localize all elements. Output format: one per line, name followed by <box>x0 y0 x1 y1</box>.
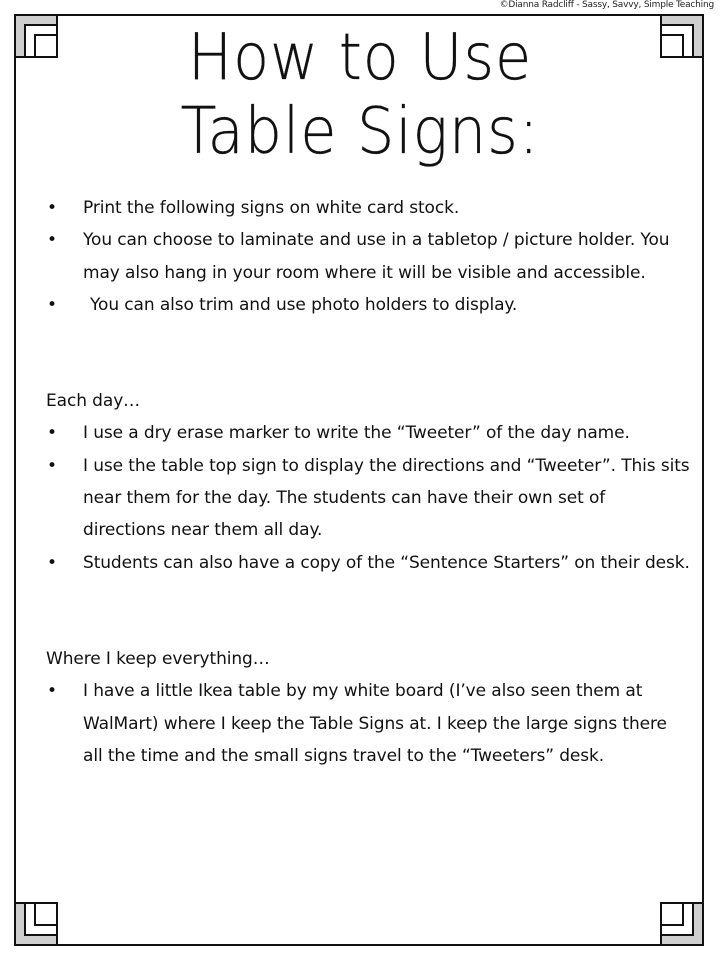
list-item-text: You can also trim and use photo holders to display. <box>90 294 518 315</box>
page-title-line-2: Table Signs: <box>180 95 540 169</box>
list-item-text: I use the table top sign to display the directions and “Tweeter”. This sits near them for the day. The students can have their own set of directions near them all day. <box>83 455 690 541</box>
list-item <box>46 450 691 547</box>
section-3-heading: Where I keep everything… <box>46 648 270 669</box>
list-item <box>46 417 691 449</box>
list-item-text: Students can also have a copy of the “Sentence Starters” on their desk. <box>83 552 690 573</box>
bullet-icon: • <box>47 681 57 702</box>
corner-ornament-bottom-right <box>660 902 704 946</box>
bullet-icon: • <box>47 230 57 251</box>
bullet-icon: • <box>47 552 57 573</box>
list-item <box>46 675 691 772</box>
section-3-list <box>46 675 691 772</box>
corner-ornament-bottom-left <box>14 902 58 946</box>
list-item <box>46 224 691 289</box>
bullet-icon: • <box>47 455 57 476</box>
section-2-heading: Each day… <box>46 391 141 412</box>
page-content <box>46 192 691 772</box>
bullet-icon: • <box>47 423 57 444</box>
list-item-text: I use a dry erase marker to write the “Tweeter” of the day name. <box>83 423 630 444</box>
list-item-text: I have a little Ikea table by my white board (I’ve also seen them at WalMart) where I keep the Table Signs at. I keep the large signs there all the time and the small signs travel to the “Tweeters” desk. <box>83 681 667 766</box>
bullet-icon: • <box>47 198 57 218</box>
copyright-notice: ©Dianna Radcliff - Sassy, Savvy, Simple Teaching <box>499 0 714 10</box>
list-item-text: You can choose to laminate and use in a tabletop / picture holder. You may also hang in your room where it will be visible and accessible. <box>83 230 670 283</box>
bullet-icon: • <box>47 294 57 315</box>
list-item-text: Print the following signs on white card stock. <box>83 198 460 218</box>
section-2-list <box>46 417 691 578</box>
section-1-list <box>46 192 691 321</box>
list-item <box>46 547 691 579</box>
list-item <box>46 289 691 321</box>
page-title-line-1: How to Use <box>187 21 533 95</box>
list-item <box>46 192 691 224</box>
